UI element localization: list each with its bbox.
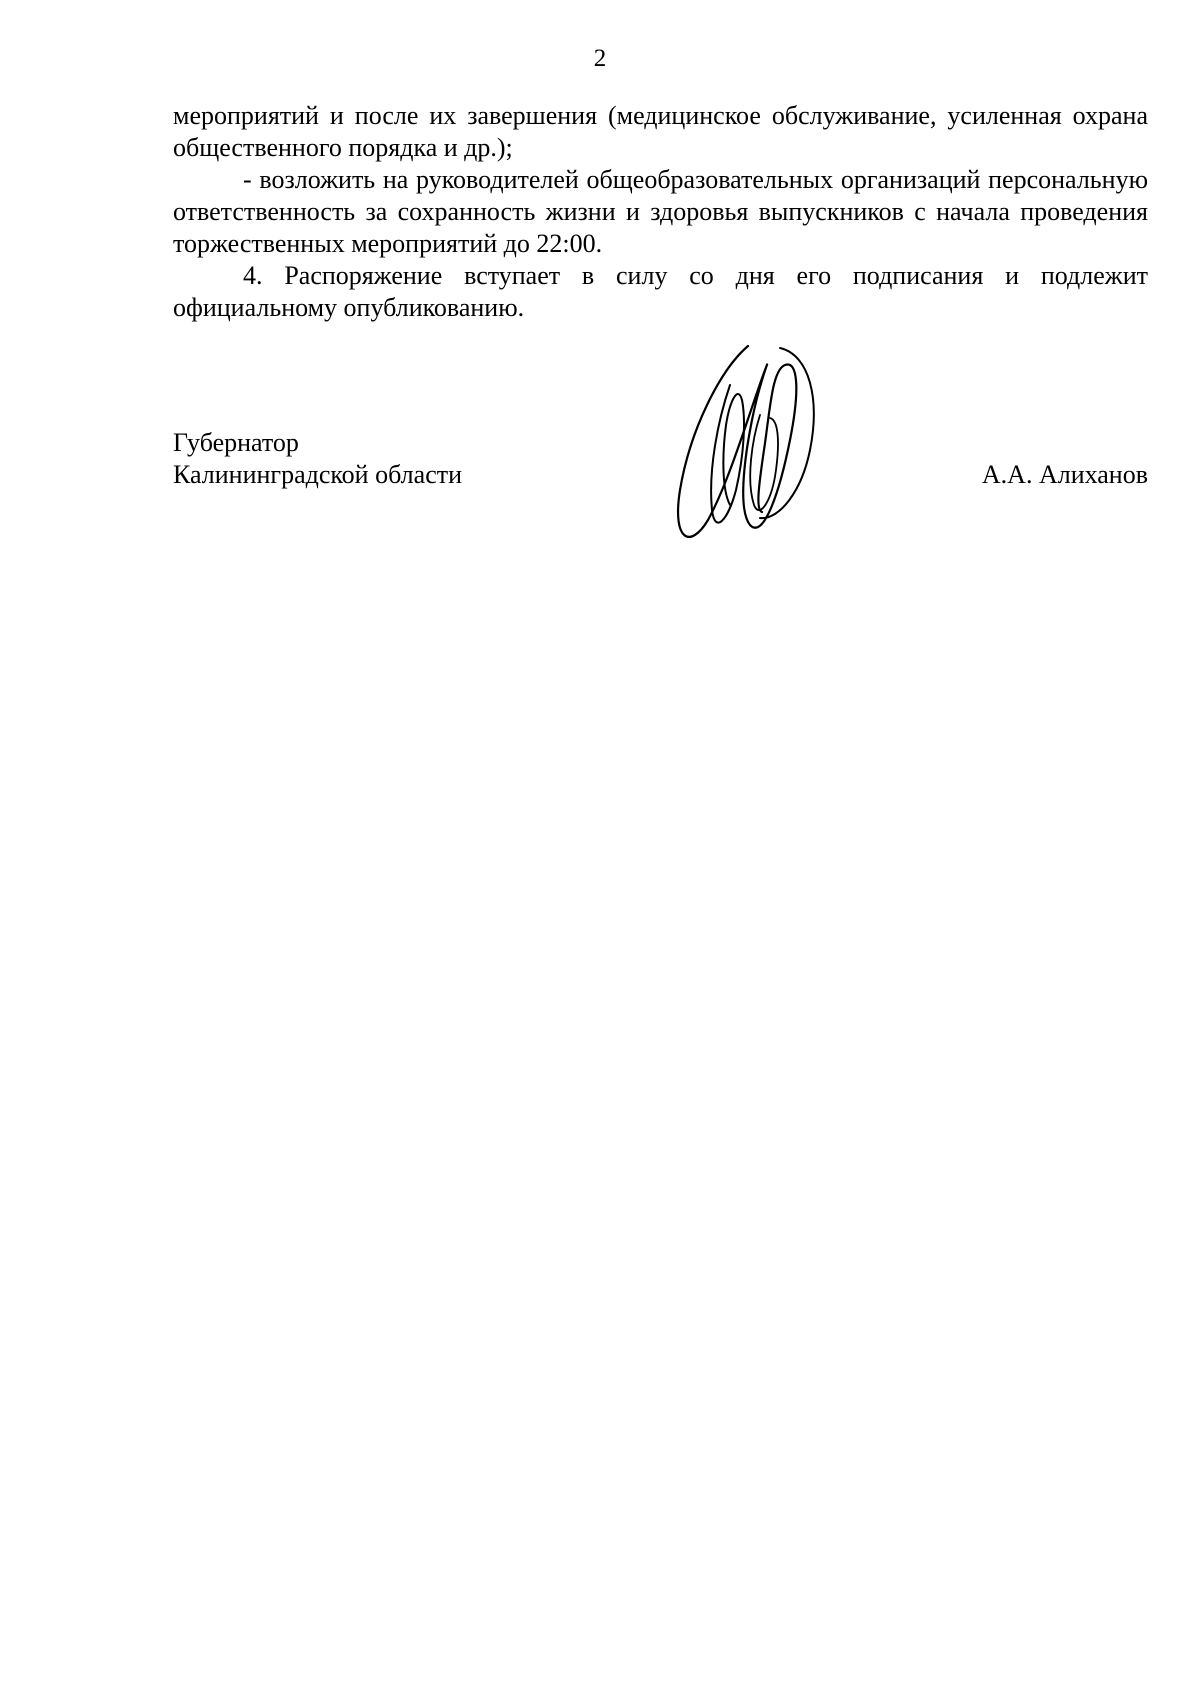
document-body <box>173 100 1148 324</box>
paragraph-continuation: мероприятий и после их завершения (медицинское обслуживание, усиленная охрана общественного порядка и др.); <box>173 101 1148 162</box>
signatory-title: Губернатор <box>173 428 299 457</box>
signatory-name: А.А. Алиханов <box>981 460 1148 489</box>
signatory-position <box>173 427 462 491</box>
signatory-region: Калининградской области <box>173 460 463 489</box>
paragraph-effective-date: 4. Распоряжение вступает в силу со дня его подписания и подлежит официальному опубликованию. <box>173 261 1148 322</box>
handwritten-signature <box>660 340 830 555</box>
paragraph-responsibility: - возложить на руководителей общеобразовательных организаций персональную ответственность за сохранность жизни и здоровья выпускников с начала проведения торжественных мероприятий до 22:00. <box>173 165 1148 258</box>
page-number: 2 <box>593 45 607 72</box>
